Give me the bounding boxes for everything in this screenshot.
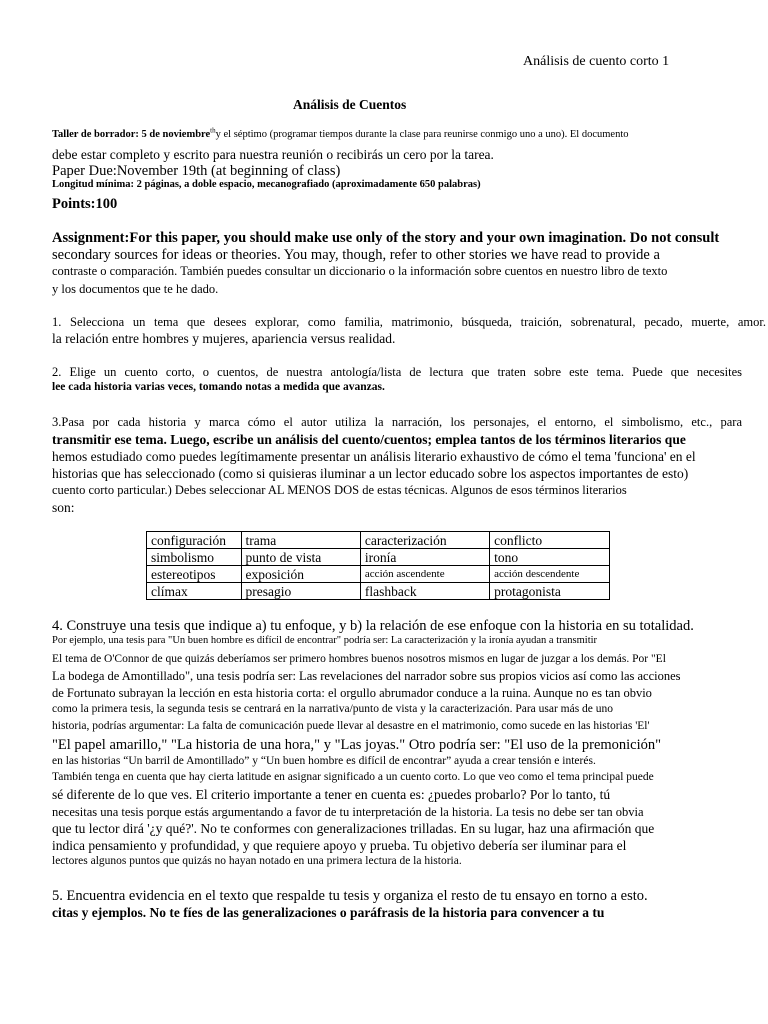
step-2-line-1: 2. Elige un cuento corto, o cuentos, de nuestra antología/lista de lectura que traten sobre este tema. Puede que necesites (52, 365, 742, 379)
draft-label: Taller de borrador: 5 de noviembre (52, 129, 211, 140)
assignment-line-4: y los documentos que te he dado. (52, 282, 219, 296)
draft-workshop-line (52, 126, 629, 141)
step-4-line-11: sé diferente de lo que ves. El criterio importante a tener en cuenta es: ¿puedes probarlo? Por lo tanto, tú (52, 787, 611, 802)
points-line: Points:100 (52, 196, 118, 212)
step-4-line-6: como la primera tesis, la segunda tesis se centrará en la narrativa/punto de vista y la caracterización. Para usar más de uno (52, 703, 614, 715)
table-row (147, 583, 610, 600)
table-cell: protagonista (490, 583, 610, 600)
step-3-line-5: cuento corto particular.) Debes seleccionar AL MENOS DOS de estas técnicas. Algunos de esos términos literarios (52, 483, 627, 497)
step-4-line-1: 4. Construye una tesis que indique a) tu enfoque, y b) la relación de ese enfoque con la historia en su totalidad. (52, 618, 694, 634)
literary-terms-table (146, 531, 610, 600)
step-4-line-8: "El papel amarillo," "La historia de una hora," y "Las joyas." Otro podría ser: "El uso de la premonición" (52, 737, 662, 753)
table-cell: conflicto (490, 532, 610, 549)
table-cell: caracterización (360, 532, 489, 549)
step-3-line-2: transmitir ese tema. Luego, escribe un análisis del cuento/cuentos; emplea tantos de los términos literarios que (52, 432, 686, 447)
draft-rest: y el séptimo (programar tiempos durante la clase para reunirse conmigo uno a uno). El documento (215, 129, 629, 140)
table-cell: configuración (147, 532, 242, 549)
table-cell: presagio (241, 583, 360, 600)
due-date-line: Paper Due:November 19th (at beginning of class) (52, 163, 341, 179)
table-cell: acción ascendente (360, 566, 489, 583)
step-4-line-15: lectores algunos puntos que quizás no hayan notado en una primera lectura de la historia. (52, 855, 462, 867)
step-5-line-1: 5. Encuentra evidencia en el texto que respalde tu tesis y organiza el resto de tu ensayo en torno a esto. (52, 888, 648, 904)
table-cell: clímax (147, 583, 242, 600)
step-1-line-1: 1. Selecciona un tema que desees explorar, como familia, matrimonio, búsqueda, traición, sobrenatural, pecado, muerte, amor. (52, 315, 766, 329)
running-header: Análisis de cuento corto 1 (523, 54, 670, 69)
step-3-line-1: 3.Pasa por cada historia y marca cómo el autor utiliza la narración, los personajes, el entorno, el simbolismo, etc., para (52, 415, 742, 429)
assignment-line-1: Assignment:For this paper, you should make use only of the story and your own imagination. Do not consult (52, 230, 720, 246)
step-5-line-2: citas y ejemplos. No te fíes de las generalizaciones o paráfrasis de la historia para convencer a tu (52, 905, 605, 920)
table-cell: acción descendente (490, 566, 610, 583)
table-cell: ironía (360, 549, 489, 566)
table-row (147, 549, 610, 566)
step-3-line-4: historias que has seleccionado (como si quisieras iluminar a un lector educado sobre los aspectos importantes de esto) (52, 466, 689, 481)
assignment-line-2: secondary sources for ideas or theories. You may, though, refer to other stories we have read to provide a (52, 247, 660, 263)
step-4-line-5: de Fortunato subrayan la lección en esta historia corta: el orgullo abrumador conduce a la ruina. Aunque no es tan obvio (52, 686, 652, 700)
step-4-line-3: El tema de O'Connor de que quizás deberíamos ser primero hombres buenos nosotros mismos en lugar de juzgar a los demás. Por "El (52, 653, 666, 665)
step-4-line-4: La bodega de Amontillado", una tesis podría ser: Las revelaciones del narrador sobre sus propios vicios así como las acciones (52, 669, 681, 683)
table-cell: tono (490, 549, 610, 566)
table-row (147, 566, 610, 583)
table-row (147, 532, 610, 549)
assignment-line-3: contraste o comparación. También puedes consultar un diccionario o la información sobre cuentos en nuestro libro de texto (52, 264, 668, 278)
step-3-line-3: hemos estudiado como puedes legítimamente presentar un análisis literario exhaustivo de cómo el tema 'funciona' en el (52, 449, 696, 464)
step-4-line-10: También tenga en cuenta que hay cierta latitude en asignar significado a un cuento corto. Lo que veo como el tema principal puede (52, 771, 654, 783)
step-4-line-2: Por ejemplo, una tesis para "Un buen hombre es difícil de encontrar" podría ser: La caracterización y la ironía ayudan a transmitir (52, 635, 598, 646)
table-cell: trama (241, 532, 360, 549)
draft-superscript: th (210, 126, 216, 135)
table-cell: estereotipos (147, 566, 242, 583)
step-4-line-12: necesitas una tesis porque estás argumentando a favor de tu interpretación de la historia. La tesis no debe ser tan obvia (52, 805, 644, 819)
step-3-line-6: son: (52, 500, 75, 515)
table-cell: flashback (360, 583, 489, 600)
step-2-line-2: lee cada historia varias veces, tomando notas a medida que avanzas. (52, 381, 385, 393)
step-4-line-14: indica pensamiento y profundidad, y que requiere apoyo y prueba. Tu objetivo debería ser iluminar para el (52, 838, 627, 853)
table-cell: punto de vista (241, 549, 360, 566)
step-4-line-9: en las historias “Un barril de Amontillado” y “Un buen hombre es difícil de encontrar” ayuda a crear tensión e interés. (52, 755, 596, 767)
table-cell: simbolismo (147, 549, 242, 566)
step-4-line-13: que tu lector dirá '¿y qué?'. No te conformes con generalizaciones trilladas. En su lugar, haz una afirmación que (52, 821, 655, 836)
step-1-line-2: la relación entre hombres y mujeres, apariencia versus realidad. (52, 331, 396, 346)
document-title: Análisis de Cuentos (293, 97, 407, 112)
step-4-line-7: historia, podrías argumentar: La falta de comunicación puede llevar al desastre en el matrimonio, como sucede en las historias 'El' (52, 720, 650, 732)
table-cell: exposición (241, 566, 360, 583)
completion-line: debe estar completo y escrito para nuestra reunión o recibirás un cero por la tarea. (52, 147, 494, 162)
minimum-length-line: Longitud mínima: 2 páginas, a doble espacio, mecanografiado (aproximadamente 650 palabras) (52, 179, 481, 190)
